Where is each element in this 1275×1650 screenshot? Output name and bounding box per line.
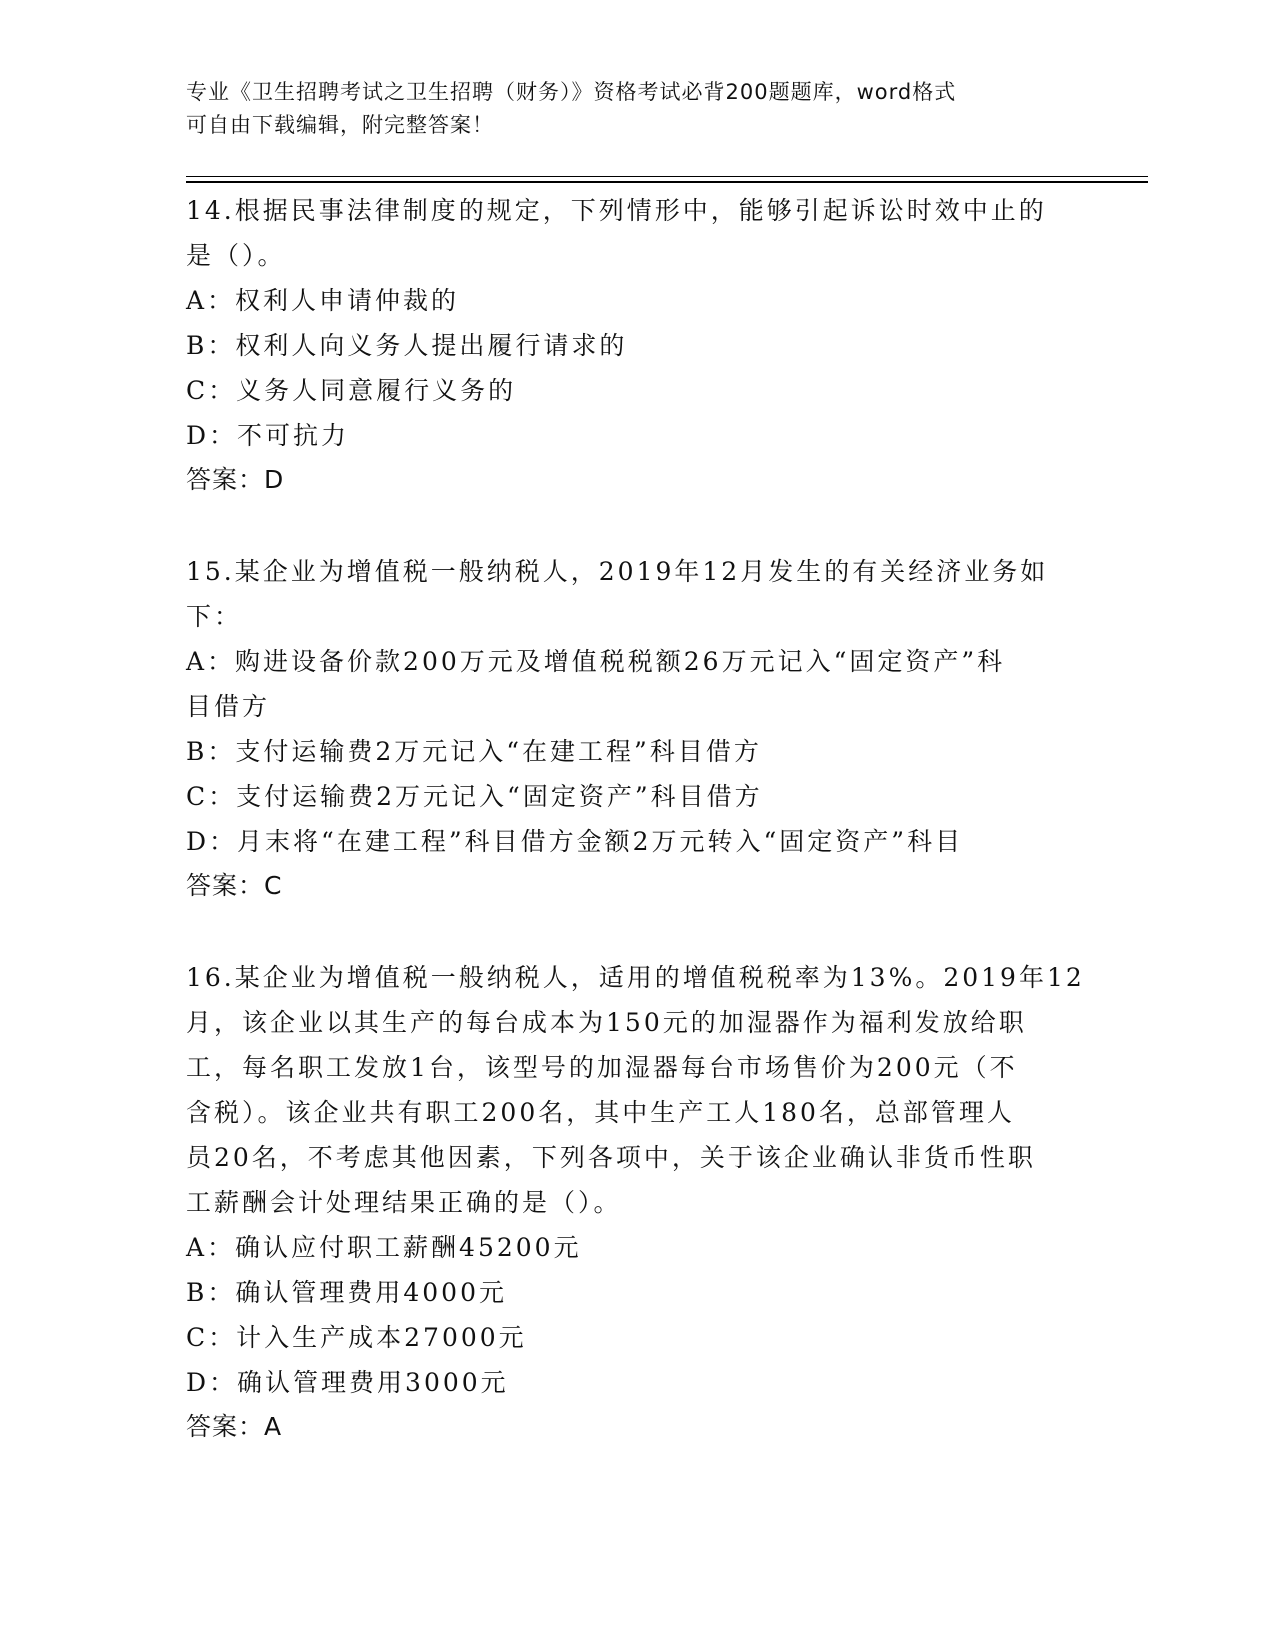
question-block [186,955,1086,1449]
question-stem-line: 含税）。该企业共有职工200名，其中生产工人180名，总部管理人 [186,1098,1015,1127]
question-block [186,549,1086,908]
answer-option: C：义务人同意履行义务的 [186,376,517,405]
answer-option: C：支付运输费2万元记入“固定资产”科目借方 [186,782,763,811]
header-line-1: 专业《卫生招聘考试之卫生招聘（财务）》资格考试必背200题题库，word格式 [186,80,957,104]
answer-option: B：权利人向义务人提出履行请求的 [186,331,628,360]
answer-option: A：购进设备价款200万元及增值税税额26万元记入“固定资产”科 [186,647,1006,676]
answer-option: A：权利人申请仲裁的 [186,286,460,315]
question-stem-line: 工，每名职工发放1台，该型号的加湿器每台市场售价为200元（不 [186,1053,1018,1082]
header-divider-thin [186,176,1148,177]
answer-key: 答案：A [186,1412,283,1441]
question-list [186,188,1086,1449]
document-header [186,76,1066,142]
question-stem-line: 是（）。 [186,241,286,270]
question-stem-line: 工薪酬会计处理结果正确的是（）。 [186,1188,622,1217]
question-stem-line: 16.某企业为增值税一般纳税人，适用的增值税税率为13%。2019年12 [186,963,1085,992]
question-stem-line: 下： [186,602,243,631]
header-divider-thick [186,181,1148,183]
answer-option: C：计入生产成本27000元 [186,1323,527,1352]
header-line-2: 可自由下载编辑，附完整答案！ [186,113,494,137]
answer-option: D：月末将“在建工程”科目借方金额2万元转入“固定资产”科目 [186,827,964,856]
answer-option: D：不可抗力 [186,421,350,450]
answer-option: B：支付运输费2万元记入“在建工程”科目借方 [186,737,762,766]
question-stem-line: 月，该企业以其生产的每台成本为150元的加湿器作为福利发放给职 [186,1008,1027,1037]
answer-option: 目借方 [186,692,271,721]
answer-option: D：确认管理费用3000元 [186,1368,509,1397]
question-stem-line: 员20名，不考虑其他因素，下列各项中，关于该企业确认非货币性职 [186,1143,1036,1172]
question-spacer [186,908,1086,955]
answer-option: A：确认应付职工薪酬45200元 [186,1233,582,1262]
question-stem-line: 14.根据民事法律制度的规定，下列情形中，能够引起诉讼时效中止的 [186,196,1047,225]
answer-key: 答案：C [186,871,283,900]
answer-key: 答案：D [186,465,285,494]
question-stem-line: 15.某企业为增值税一般纳税人，2019年12月发生的有关经济业务如 [186,557,1049,586]
question-block [186,188,1086,502]
question-spacer [186,502,1086,549]
answer-option: B：确认管理费用4000元 [186,1278,507,1307]
